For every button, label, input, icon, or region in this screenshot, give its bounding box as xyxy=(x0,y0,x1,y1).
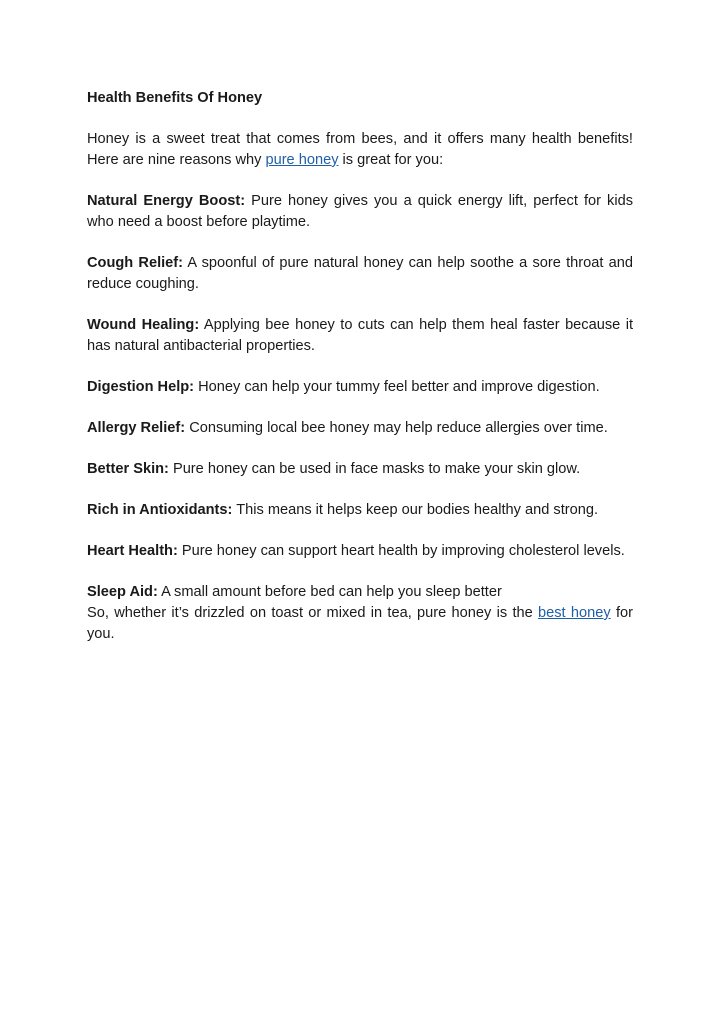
benefit-heart xyxy=(87,541,633,562)
benefit-cough xyxy=(87,253,633,295)
benefit-sleep xyxy=(87,582,633,603)
document-body xyxy=(87,129,633,645)
benefit-text: A small amount before bed can help you sleep better xyxy=(157,584,502,600)
benefit-label: Allergy Relief: xyxy=(87,420,186,436)
benefit-text: Pure honey can be used in face masks to make your skin glow. xyxy=(168,461,581,477)
benefit-text: This means it helps keep our bodies healthy and strong. xyxy=(232,502,599,518)
benefit-energy xyxy=(87,191,633,233)
benefit-skin xyxy=(87,459,633,480)
benefit-text: Pure honey can support heart health by improving cholesterol levels. xyxy=(177,543,625,559)
benefit-text: Pure honey gives you a quick energy lift, perfect for kids who need a boost before playtime. xyxy=(87,193,634,230)
benefit-label: Rich in Antioxidants: xyxy=(87,502,233,518)
intro-text: Honey is a sweet treat that comes from bees, and it offers many health benefits! Here are nine reasons why xyxy=(87,131,633,168)
benefit-label: Digestion Help: xyxy=(87,379,195,395)
closing-paragraph xyxy=(87,603,633,645)
intro-paragraph xyxy=(87,129,633,171)
benefit-label: Heart Health: xyxy=(87,543,178,559)
intro-text-end: is great for you: xyxy=(338,152,444,168)
benefit-label: Wound Healing: xyxy=(87,317,200,333)
benefit-label: Cough Relief: xyxy=(87,255,184,271)
benefit-antioxidants xyxy=(87,500,633,521)
benefit-text: Applying bee honey to cuts can help them heal faster because it has natural antibacterial properties. xyxy=(87,317,633,354)
benefit-label: Better Skin: xyxy=(87,461,169,477)
benefit-allergy xyxy=(87,418,633,439)
closing-text: So, whether it’s drizzled on toast or mixed in tea, pure honey is the xyxy=(87,605,539,621)
benefit-digestion xyxy=(87,377,633,398)
benefit-label: Natural Energy Boost: xyxy=(87,193,246,209)
benefit-text: Consuming local bee honey may help reduce allergies over time. xyxy=(185,420,608,436)
benefit-label: Sleep Aid: xyxy=(87,584,158,600)
benefit-text: A spoonful of pure natural honey can help soothe a sore throat and reduce coughing. xyxy=(87,255,633,292)
benefit-wound xyxy=(87,315,633,357)
closing-text-end: for you. xyxy=(87,605,633,642)
benefit-text: Honey can help your tummy feel better and improve digestion. xyxy=(194,379,600,395)
pure-honey-link[interactable]: pure honey xyxy=(265,152,339,168)
best-honey-link[interactable]: best honey xyxy=(538,605,611,621)
document-title: Health Benefits Of Honey xyxy=(87,90,263,106)
